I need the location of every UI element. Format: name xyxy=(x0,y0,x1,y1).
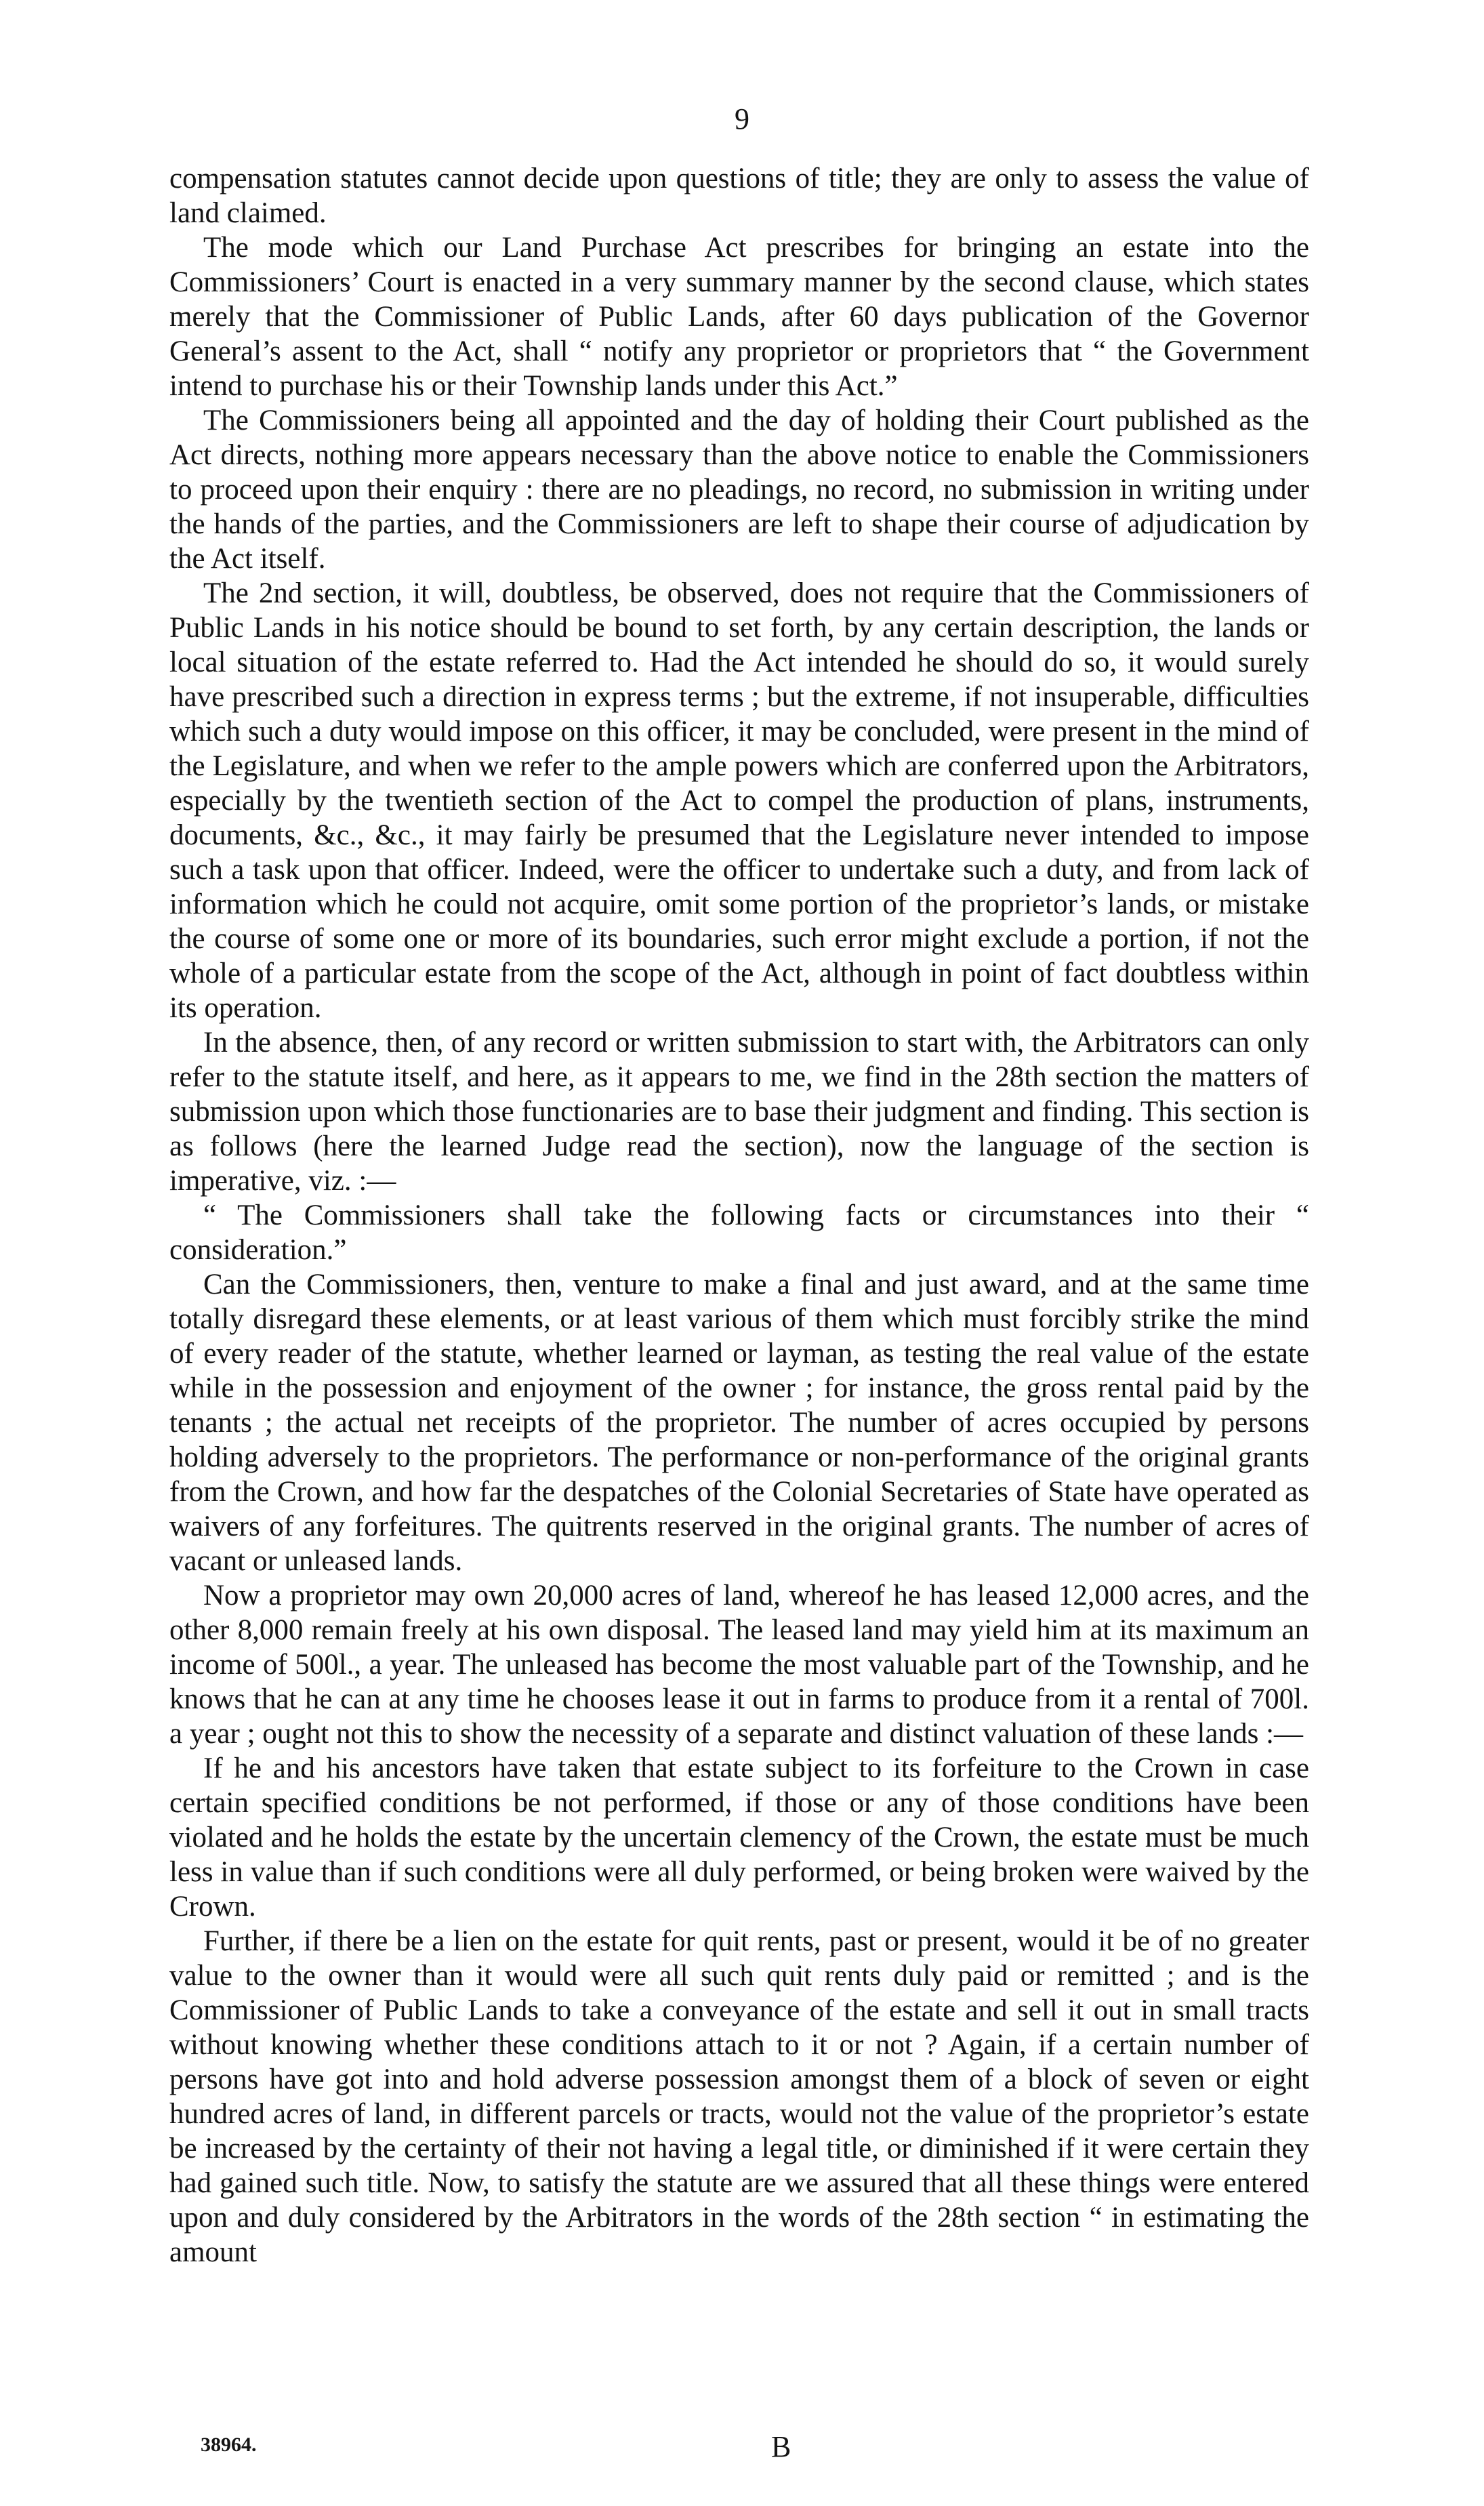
paragraph: The mode which our Land Purchase Act prescribes for bringing an estate into the Commissioners’ Court is enacted in a very summary manner by the second clause, which states merely that the Commissioner of Public Lands, after 60 days publication of the Governor General’s assent to the Act, shall “ notify any proprietor or proprietors that “ the Government intend to purchase his or their Township lands under this Act.” xyxy=(169,232,1309,402)
paragraph: compensation statutes cannot decide upon questions of title; they are only to assess the value of land claimed. xyxy=(169,163,1309,229)
page-number: 9 xyxy=(735,102,749,136)
paragraph: In the absence, then, of any record or written submission to start with, the Arbitrators can only refer to the statute itself, and here, as it appears to me, we find in the 28th section the matters of submission upon which those functionaries are to base their judgment and finding. This section is as follows (here the learned Judge read the section), now the language of the section is imperative, viz. :— xyxy=(169,1027,1309,1197)
signature-mark: B xyxy=(771,2430,791,2463)
paragraph: The Commissioners being all appointed and the day of holding their Court published as the Act directs, nothing more appears necessary than the above notice to enable the Commissioners to proceed upon their enquiry : there are no pleadings, no record, no submission in writing under the hands of the parties, and the Commissioners are left to shape their course of adjudication by the Act itself. xyxy=(169,405,1309,575)
quoted-paragraph: “ The Commissioners shall take the following facts or circumstances into their “ consideration.” xyxy=(169,1199,1309,1266)
paragraph: The 2nd section, it will, doubtless, be observed, does not require that the Commissioners of Public Lands in his notice should be bound to set forth, by any certain description, the lands or local situation of the estate referred to. Had the Act intended he should do so, it would surely have prescribed such a direction in express terms ; but the extreme, if not insuperable, difficulties which such a duty would impose on this officer, it may be concluded, were present in the mind of the Legislature, and when we refer to the ample powers which are conferred upon the Arbitrators, especially by the twentieth section of the Act to compel the production of plans, instruments, documents, &c., &c., it may fairly be presumed that the Legislature never intended to impose such a task upon that officer. Indeed, were the officer to undertake such a duty, and from lack of information which he could not acquire, omit some portion of the proprietor’s lands, or mistake the course of some one or more of its boundaries, such error might exclude a portion, if not the whole of a particular estate from the scope of the Act, although in point of fact doubtless within its operation. xyxy=(169,577,1309,1024)
body-text xyxy=(169,161,1309,2269)
paragraph: Now a proprietor may own 20,000 acres of land, whereof he has leased 12,000 acres, and the other 8,000 remain freely at his own disposal. The leased land may yield him at its maximum an income of 500l., a year. The unleased has become the most valuable part of the Township, and he knows that he can at any time he chooses lease it out in farms to produce from it a rental of 700l. a year ; ought not this to show the necessity of a separate and distinct valuation of these lands :— xyxy=(169,1580,1309,1750)
paragraph: If he and his ancestors have taken that estate subject to its forfeiture to the Crown in case certain specified conditions be not performed, if those or any of those conditions have been violated and he holds the estate by the uncertain clemency of the Crown, the estate must be much less in value than if such conditions were all duly performed, or being broken were waived by the Crown. xyxy=(169,1752,1309,1923)
paragraph: Further, if there be a lien on the estate for quit rents, past or present, would it be of no greater value to the owner than it would were all such quit rents duly paid or remitted ; and is the Commissioner of Public Lands to take a conveyance of the estate and sell it out in small tracts without knowing whether these conditions attach to it or not ? Again, if a certain number of persons have got into and hold adverse possession amongst them of a block of seven or eight hundred acres of land, in different parcels or tracts, would not the value of the proprietor’s estate be increased by the certainty of their not having a legal title, or diminished if it were certain they had gained such title. Now, to satisfy the statute are we assured that all these things were entered upon and duly considered by the Arbitrators in the words of the 28th section “ in estimating the amount xyxy=(169,1925,1309,2268)
print-code: 38964. xyxy=(201,2433,257,2456)
paragraph: Can the Commissioners, then, venture to make a final and just award, and at the same time totally disregard these elements, or at least various of them which must forcibly strike the mind of every reader of the statute, whether learned or layman, as testing the real value of the estate while in the possession and enjoyment of the owner ; for instance, the gross rental paid by the tenants ; the actual net receipts of the proprietor. The number of acres occupied by persons holding adversely to the proprietors. The performance or non-performance of the original grants from the Crown, and how far the despatches of the Colonial Secretaries of State have operated as waivers of any forfeitures. The quitrents reserved in the original grants. The number of acres of vacant or unleased lands. xyxy=(169,1269,1309,1577)
page-footer xyxy=(0,2429,1484,2470)
